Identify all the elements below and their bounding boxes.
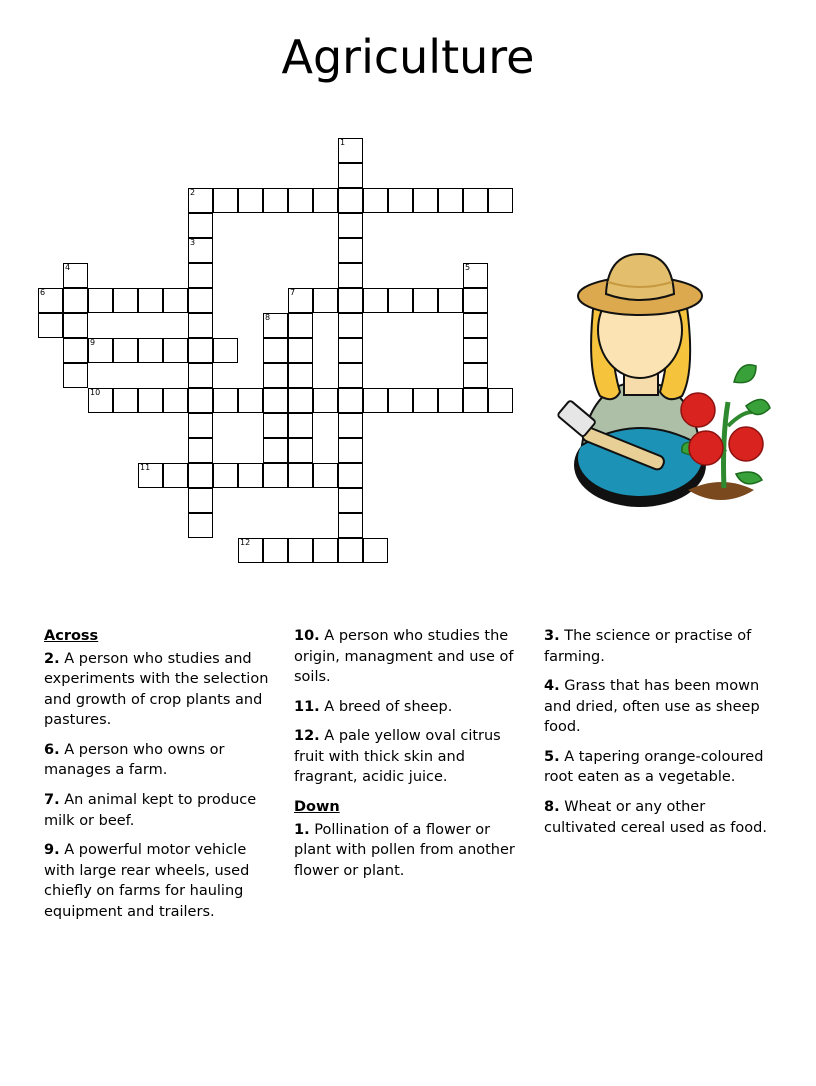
grid-cell[interactable]	[463, 388, 488, 413]
grid-cell[interactable]	[263, 413, 288, 438]
clue-number: 6.	[44, 741, 60, 758]
clue-across-9	[44, 840, 276, 922]
clue-down-5	[544, 747, 776, 788]
grid-cell-number: 3	[190, 238, 196, 247]
grid-cell[interactable]	[288, 188, 313, 213]
grid-cell[interactable]	[338, 413, 363, 438]
grid-cell[interactable]	[338, 363, 363, 388]
grid-cell[interactable]	[238, 188, 263, 213]
clue-number: 11.	[294, 698, 320, 715]
clue-across-10	[294, 626, 526, 688]
grid-cell[interactable]	[288, 388, 313, 413]
grid-cell[interactable]	[188, 388, 213, 413]
grid-cell[interactable]	[188, 213, 213, 238]
grid-cell-number: 12	[240, 538, 251, 547]
grid-cell-number: 9	[90, 338, 96, 347]
grid-cell[interactable]	[338, 463, 363, 488]
grid-cell[interactable]	[263, 338, 288, 363]
grid-cell[interactable]	[488, 188, 513, 213]
grid-cell[interactable]	[113, 388, 138, 413]
grid-cell[interactable]	[63, 288, 88, 313]
grid-cell[interactable]	[313, 463, 338, 488]
grid-cell[interactable]	[338, 288, 363, 313]
grid-cell[interactable]	[338, 313, 363, 338]
grid-cell[interactable]	[438, 288, 463, 313]
grid-cell[interactable]	[338, 163, 363, 188]
grid-cell[interactable]	[463, 263, 488, 288]
grid-cell[interactable]	[188, 238, 213, 263]
clue-number: 2.	[44, 650, 60, 667]
grid-cell[interactable]	[238, 538, 263, 563]
grid-cell[interactable]	[413, 188, 438, 213]
clue-column-right	[544, 626, 776, 932]
grid-cell[interactable]	[288, 463, 313, 488]
grid-cell[interactable]	[63, 363, 88, 388]
grid-cell[interactable]	[163, 463, 188, 488]
grid-cell[interactable]	[113, 288, 138, 313]
grid-cell[interactable]	[338, 513, 363, 538]
grid-cell[interactable]	[463, 313, 488, 338]
grid-cell[interactable]	[188, 463, 213, 488]
grid-cell[interactable]	[338, 188, 363, 213]
grid-cell[interactable]	[363, 538, 388, 563]
grid-cell[interactable]	[413, 288, 438, 313]
grid-cell-number: 10	[90, 388, 101, 397]
grid-cell[interactable]	[163, 388, 188, 413]
grid-cell-number: 7	[290, 288, 296, 297]
grid-cell[interactable]	[363, 388, 388, 413]
clue-number: 9.	[44, 842, 60, 859]
grid-cell[interactable]	[238, 463, 263, 488]
grid-cell-number: 4	[65, 263, 71, 272]
grid-cell[interactable]	[213, 338, 238, 363]
grid-cell-number: 2	[190, 188, 196, 197]
grid-cell[interactable]	[188, 363, 213, 388]
grid-cell[interactable]	[188, 338, 213, 363]
grid-cell[interactable]	[88, 388, 113, 413]
clue-text: A person who studies and experiments with the selection and growth of crop plants and pastures.	[44, 650, 269, 729]
grid-cell-number: 5	[465, 263, 471, 272]
across-heading: Across	[44, 628, 99, 644]
grid-cell[interactable]	[138, 388, 163, 413]
grid-cell[interactable]	[88, 288, 113, 313]
grid-cell[interactable]	[88, 338, 113, 363]
grid-cell[interactable]	[438, 388, 463, 413]
grid-cell[interactable]	[138, 338, 163, 363]
clue-down-1	[294, 820, 526, 882]
grid-cell[interactable]	[363, 188, 388, 213]
grid-cell[interactable]	[288, 538, 313, 563]
grid-cell[interactable]	[288, 288, 313, 313]
grid-cell[interactable]	[313, 538, 338, 563]
clue-text: Pollination of a flower or plant with pollen from another flower or plant.	[294, 821, 515, 879]
grid-cell-number: 1	[340, 138, 346, 147]
page-title: Agriculture	[281, 30, 535, 84]
grid-cell[interactable]	[138, 463, 163, 488]
grid-cell[interactable]	[313, 288, 338, 313]
grid-cell-number: 11	[140, 463, 151, 472]
clue-down-3	[544, 626, 776, 667]
clue-text: The science or practise of farming.	[544, 628, 752, 665]
clues-area	[44, 626, 784, 932]
clue-text: A tapering orange-coloured root eaten as a vegetable.	[544, 748, 764, 786]
grid-cell[interactable]	[338, 138, 363, 163]
grid-cell-number: 6	[40, 288, 46, 297]
clue-text: A person who owns or manages a farm.	[44, 741, 225, 779]
grid-cell[interactable]	[163, 338, 188, 363]
grid-cell[interactable]	[263, 388, 288, 413]
clue-text: A pale yellow oval citrus fruit with thick skin and fragrant, acidic juice.	[294, 728, 501, 786]
clue-across-12	[294, 726, 526, 788]
clue-number: 1.	[294, 821, 310, 838]
grid-cell[interactable]	[188, 488, 213, 513]
clue-number: 12.	[294, 728, 320, 745]
grid-cell[interactable]	[288, 363, 313, 388]
clue-number: 7.	[44, 792, 60, 809]
farmer-with-tomato-plant-illustration	[540, 230, 780, 530]
grid-cell[interactable]	[463, 188, 488, 213]
grid-cell[interactable]	[38, 313, 63, 338]
grid-cell[interactable]	[238, 388, 263, 413]
clue-text: An animal kept to produce milk or beef.	[44, 792, 257, 829]
grid-cell[interactable]	[288, 338, 313, 363]
grid-cell[interactable]	[213, 188, 238, 213]
grid-cell[interactable]	[288, 438, 313, 463]
grid-cell[interactable]	[288, 413, 313, 438]
clue-across-7	[44, 790, 276, 831]
grid-cell[interactable]	[313, 188, 338, 213]
grid-cell[interactable]	[188, 288, 213, 313]
grid-cell[interactable]	[363, 288, 388, 313]
grid-cell[interactable]	[338, 213, 363, 238]
clue-number: 10.	[294, 628, 320, 644]
grid-cell[interactable]	[188, 263, 213, 288]
grid-cell[interactable]	[313, 388, 338, 413]
clue-number: 8.	[544, 799, 560, 816]
grid-cell[interactable]	[413, 388, 438, 413]
grid-cell[interactable]	[213, 388, 238, 413]
grid-cell[interactable]	[188, 413, 213, 438]
clue-text: A person who studies the origin, managment and use of soils.	[294, 628, 514, 686]
clue-number: 3.	[544, 628, 560, 644]
clue-down-8	[544, 797, 776, 838]
clue-down-4	[544, 676, 776, 738]
grid-cell[interactable]	[263, 463, 288, 488]
grid-cell[interactable]	[63, 263, 88, 288]
down-heading: Down	[294, 799, 340, 816]
grid-cell[interactable]	[263, 538, 288, 563]
grid-cell[interactable]	[338, 238, 363, 263]
grid-cell[interactable]	[163, 288, 188, 313]
grid-cell[interactable]	[63, 338, 88, 363]
grid-cell[interactable]	[213, 463, 238, 488]
clue-across-11	[294, 697, 526, 718]
clue-text: A breed of sheep.	[324, 698, 453, 715]
grid-cell-number: 8	[265, 313, 271, 322]
grid-cell[interactable]	[338, 538, 363, 563]
grid-cell[interactable]	[463, 363, 488, 388]
clue-across-6	[44, 740, 276, 781]
crossword-grid[interactable]	[38, 138, 538, 613]
clue-text: A powerful motor vehicle with large rear wheels, used chiefly on farms for hauling equipment and trailers.	[44, 842, 250, 920]
grid-cell[interactable]	[463, 338, 488, 363]
grid-cell[interactable]	[463, 288, 488, 313]
grid-cell[interactable]	[188, 438, 213, 463]
clue-across-2	[44, 649, 276, 731]
clue-column-left	[44, 626, 276, 932]
grid-cell[interactable]	[188, 188, 213, 213]
clue-number: 4.	[544, 678, 560, 695]
grid-cell[interactable]	[263, 188, 288, 213]
grid-cell[interactable]	[388, 388, 413, 413]
clue-column-middle	[294, 626, 526, 932]
clue-number: 5.	[544, 748, 560, 765]
grid-cell[interactable]	[338, 263, 363, 288]
grid-cell[interactable]	[338, 488, 363, 513]
grid-cell[interactable]	[263, 313, 288, 338]
grid-cell[interactable]	[488, 388, 513, 413]
grid-cell[interactable]	[288, 313, 313, 338]
grid-cell[interactable]	[63, 313, 88, 338]
grid-cell[interactable]	[438, 188, 463, 213]
clue-text: Grass that has been mown and dried, often use as sheep food.	[544, 678, 760, 736]
grid-cell[interactable]	[188, 513, 213, 538]
grid-cell[interactable]	[338, 338, 363, 363]
grid-cell[interactable]	[188, 313, 213, 338]
clue-text: Wheat or any other cultivated cereal used as food.	[544, 799, 767, 836]
grid-cell[interactable]	[138, 288, 163, 313]
grid-cell[interactable]	[113, 338, 138, 363]
grid-cell[interactable]	[388, 188, 413, 213]
grid-cell[interactable]	[263, 438, 288, 463]
grid-cell[interactable]	[38, 288, 63, 313]
grid-cell[interactable]	[338, 438, 363, 463]
grid-cell[interactable]	[263, 363, 288, 388]
grid-cell[interactable]	[388, 288, 413, 313]
grid-cell[interactable]	[338, 388, 363, 413]
